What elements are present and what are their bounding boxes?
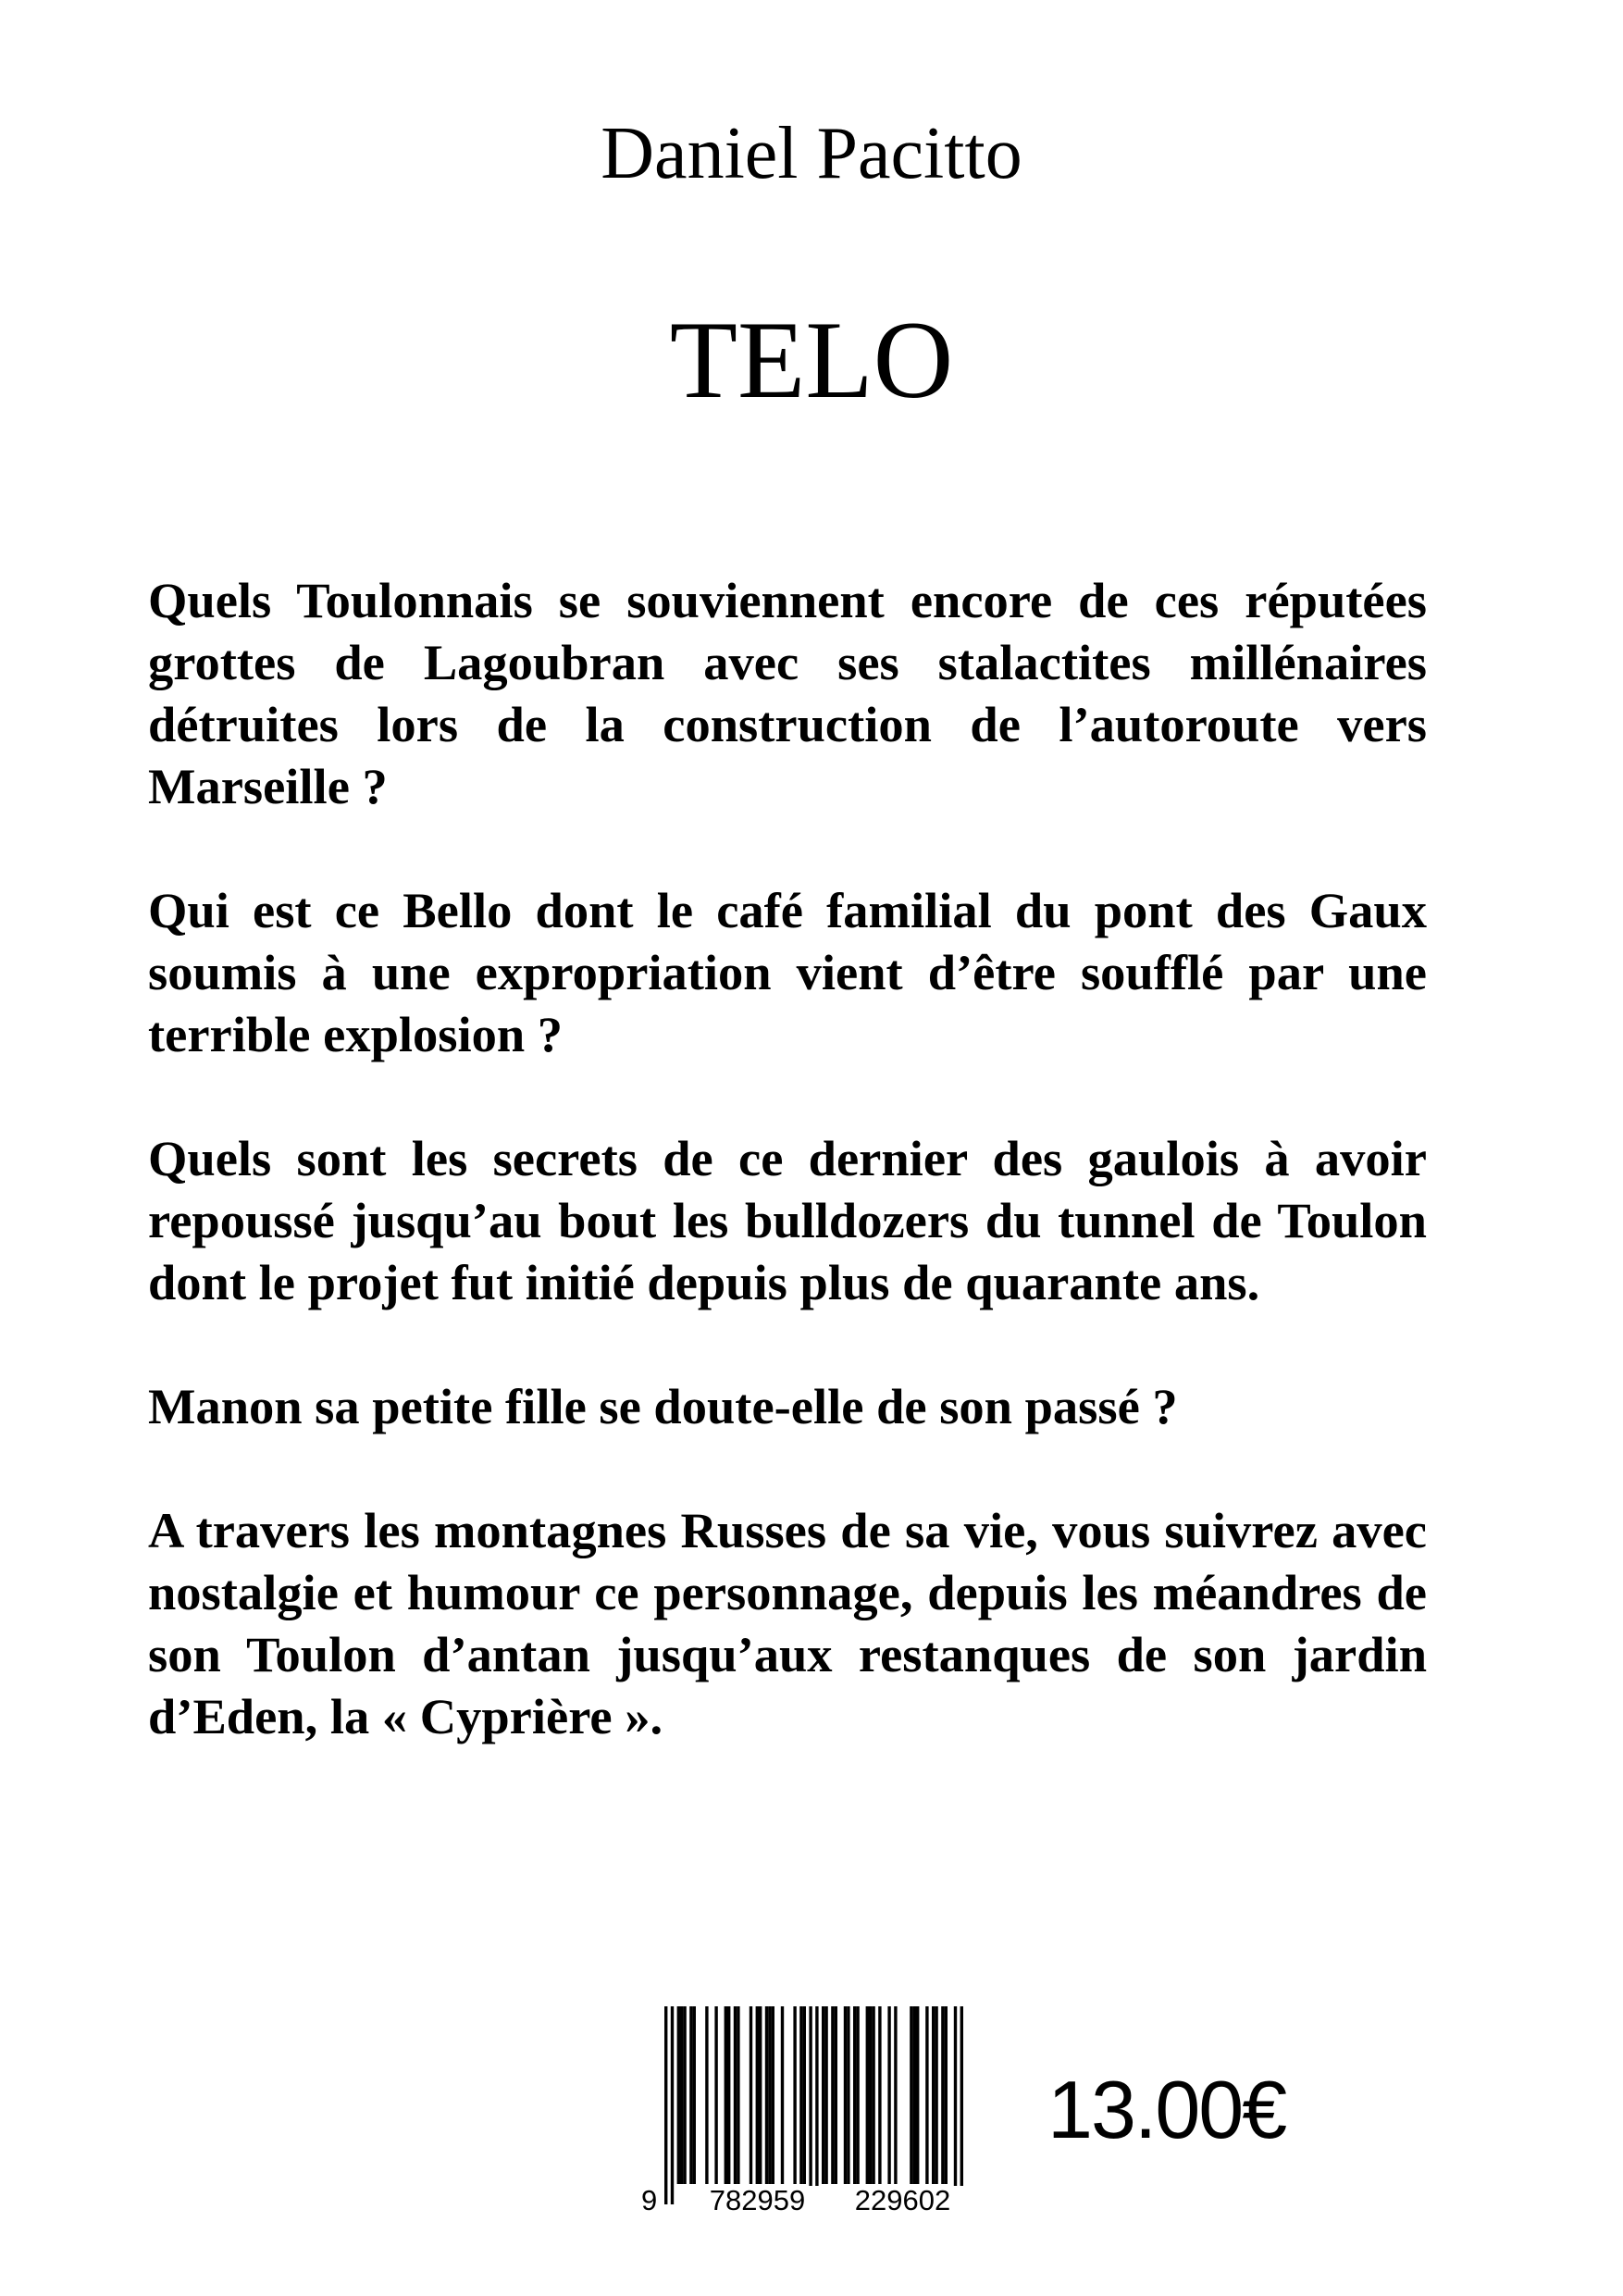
barcode-bar	[750, 2006, 752, 2184]
barcode-bar	[727, 2006, 730, 2184]
barcode-bar	[913, 2006, 916, 2184]
barcode-bar	[853, 2006, 856, 2184]
barcode-guard-bar	[809, 2006, 812, 2204]
barcode-bar	[799, 2006, 802, 2184]
blurb-paragraph: A travers les montagnes Russes de sa vie, vous suivrez avec nostalgie et humour ce personnage, depuis les méandres de son Toulon d’antan jusqu’aux restanques de son jardin d’Eden, la « Cyprière ».	[148, 1502, 1427, 1744]
barcode-bar	[725, 2006, 727, 2184]
isbn-right-group: 229602	[839, 2186, 966, 2215]
barcode-bar	[734, 2006, 737, 2184]
price-label: 13.00€	[1047, 2064, 1286, 2155]
barcode-bar	[765, 2006, 768, 2184]
blurb-paragraph: Quels sont les secrets de ce dernier des gaulois à avoir repoussé jusqu’au bout les bulldozers du tunnel de Toulon dont le projet fut initié depuis plus de quarante ans.	[148, 1130, 1427, 1310]
barcode-bar	[689, 2006, 692, 2184]
barcode-bar	[768, 2006, 771, 2184]
isbn-left-group: 782959	[694, 2186, 821, 2215]
blurb-paragraph: Quels Toulonnais se souviennent encore de ces réputées grottes de Lagoubran avec ses stalactites millénaires détruites lors de la construction de l’autoroute vers Marseille ?	[148, 572, 1427, 814]
barcode-bar	[803, 2006, 806, 2184]
blurb-paragraph: Qui est ce Bello dont le café familial du pont des Gaux soumis à une expropriation vient d’être soufflé par une terrible explosion ?	[148, 882, 1427, 1062]
author-name: Daniel Pacitto	[601, 113, 1022, 194]
barcode-bar	[945, 2006, 948, 2184]
barcode-guard-bar	[954, 2006, 957, 2204]
barcode-bar	[759, 2006, 762, 2184]
barcode-bar	[925, 2006, 928, 2184]
barcode-bar	[847, 2006, 849, 2184]
book-title: TELO	[669, 298, 954, 421]
barcode-bar	[824, 2006, 827, 2184]
barcode-bar	[772, 2006, 774, 2184]
barcode-bar	[856, 2006, 859, 2184]
barcode-bar	[887, 2006, 890, 2184]
barcode-bar	[693, 2006, 696, 2184]
isbn-first-digit: 9	[641, 2184, 658, 2216]
barcode-guard-bar	[960, 2006, 963, 2204]
barcode-bar	[916, 2006, 919, 2184]
isbn-digits	[638, 2186, 1013, 2215]
barcode-bar	[866, 2006, 869, 2184]
blurb-paragraph: Manon sa petite fille se doute-elle de son passé ?	[148, 1378, 1178, 1434]
barcode-bar	[835, 2006, 837, 2184]
barcode-bar	[680, 2006, 683, 2184]
barcode-bars	[638, 2006, 1013, 2215]
barcode-bar	[822, 2006, 824, 2184]
barcode-bar	[793, 2006, 796, 2184]
barcode-bar	[844, 2006, 847, 2184]
barcode-bar	[878, 2006, 881, 2184]
barcode-bar	[737, 2006, 739, 2184]
barcode-bar	[683, 2006, 686, 2184]
barcode-bar	[941, 2006, 944, 2184]
barcode-bar	[872, 2006, 874, 2184]
barcode-bar	[932, 2006, 935, 2184]
barcode-bar	[894, 2006, 897, 2184]
back-cover-blurb	[148, 569, 1427, 1809]
barcode-bar	[705, 2006, 708, 2184]
barcode-bar	[869, 2006, 872, 2184]
barcode-bar	[831, 2006, 834, 2184]
barcode-bar	[781, 2006, 784, 2184]
isbn-barcode	[638, 2006, 1013, 2215]
barcode-guard-bar	[664, 2006, 667, 2204]
barcode-bar	[677, 2006, 680, 2184]
barcode-bar	[714, 2006, 717, 2184]
barcode-guard-bar	[815, 2006, 818, 2204]
barcode-bar	[910, 2006, 912, 2184]
barcode-bar	[935, 2006, 937, 2184]
barcode-guard-bar	[671, 2006, 674, 2204]
barcode-bar	[756, 2006, 759, 2184]
